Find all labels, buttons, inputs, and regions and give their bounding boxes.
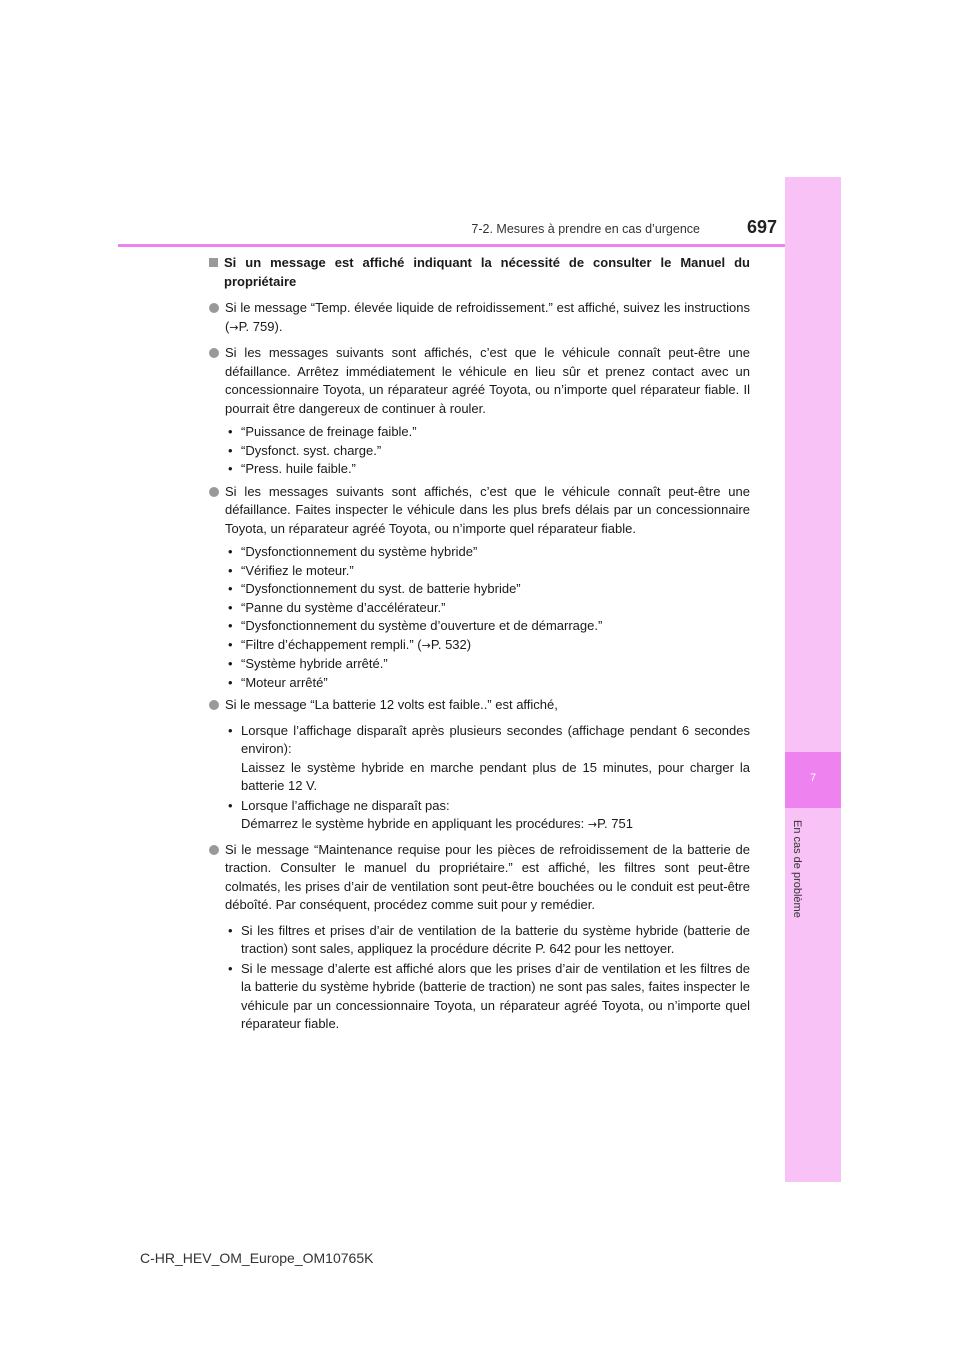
list-item: • “Press. huile faible.” bbox=[226, 460, 750, 479]
message-list bbox=[209, 423, 750, 479]
list-item: • “Moteur arrêté” bbox=[226, 674, 750, 693]
list-item: Si les messages suivants sont affichés, c’est que le véhicule connaît peut-être une défaillance. Faites inspecter le véhicule dans les plus brefs délais par un concessionnaire Toyota, un réparateur agréé Toyota, ou n’importe quel réparateur fiable. bbox=[209, 483, 750, 539]
header-rule bbox=[118, 244, 785, 247]
list-item: • “Panne du système d’accélérateur.” bbox=[226, 599, 750, 618]
list-item: • “Vérifiez le moteur.” bbox=[226, 562, 750, 581]
section-title: 7-2. Mesures à prendre en cas d’urgence bbox=[471, 222, 700, 236]
circle-bullet-icon bbox=[209, 348, 219, 358]
list-item: Si les messages suivants sont affichés, c’est que le véhicule connaît peut-être une défaillance. Arrêtez immédiatement le véhicule en lieu sûr et prenez contact avec un concessionnaire Toyota, un réparateur agréé Toyota, ou n’importe quel réparateur fiable. Il pourrait être dangereux de continuer à rouler. bbox=[209, 344, 750, 418]
instruction-list bbox=[209, 722, 750, 835]
page-reference: P. 751 bbox=[597, 816, 633, 831]
arrow-right-icon: → bbox=[421, 638, 431, 652]
list-item: Si le message “La batterie 12 volts est faible..” est affiché, bbox=[209, 696, 750, 715]
chapter-title: En cas de problème bbox=[791, 820, 803, 918]
list-item: • “Dysfonct. syst. charge.” bbox=[226, 442, 750, 461]
page-content bbox=[209, 254, 750, 1040]
list-item: • “Dysfonctionnement du système hybride” bbox=[226, 543, 750, 562]
circle-bullet-icon bbox=[209, 700, 219, 710]
page-reference: P. 759 bbox=[238, 318, 275, 334]
list-item: • “Système hybride arrêté.” bbox=[226, 655, 750, 674]
page-reference: P. 532 bbox=[430, 636, 467, 652]
circle-bullet-icon bbox=[209, 303, 219, 313]
arrow-right-icon: → bbox=[587, 818, 598, 831]
list-item: • Lorsque l’affichage disparaît après plusieurs secondes (affichage pendant 6 secondes environ): Laissez le système hybride en marche pendant plus de 15 minutes, pour charger la batterie 12 V. bbox=[226, 722, 750, 796]
section-heading: Si un message est affiché indiquant la nécessité de consulter le Manuel du propriétaire bbox=[209, 254, 750, 291]
list-item: • “Puissance de freinage faible.” bbox=[226, 423, 750, 442]
arrow-right-icon: → bbox=[229, 320, 239, 334]
message-list bbox=[209, 543, 750, 692]
page-number: 697 bbox=[746, 217, 777, 237]
chapter-number: 7 bbox=[809, 772, 817, 784]
circle-bullet-icon bbox=[209, 845, 219, 855]
list-item: • Si les filtres et prises d’air de ventilation de la batterie du système hybride (batterie de traction) sont sales, appliquez la procédure décrite P. 642 pour les nettoyer. bbox=[226, 922, 750, 959]
list-item: Si le message “Maintenance requise pour les pièces de refroidissement de la batterie de traction. Consulter le manuel du propriétaire.” est affiché, les filtres sont peut-être colmatés, les prises d’air de ventilation sont peut-être bouchées ou le conduit est peut-être déboîté. Par conséquent, procédez comme suit pour y remédier. bbox=[209, 841, 750, 915]
square-bullet-icon bbox=[209, 258, 218, 267]
side-band bbox=[785, 177, 841, 1182]
circle-bullet-icon bbox=[209, 487, 219, 497]
list-item: • “Dysfonctionnement du système d’ouverture et de démarrage.” bbox=[226, 617, 750, 636]
list-item: • Lorsque l’affichage ne disparaît pas: Démarrez le système hybride en appliquant les procédures: →P. 751 bbox=[226, 797, 750, 835]
list-item: • “Filtre d’échappement rempli.” (→P. 532) bbox=[226, 636, 750, 656]
instruction-list bbox=[209, 922, 750, 1034]
list-item: • Si le message d’alerte est affiché alors que les prises d’air de ventilation et les filtres de la batterie du système hybride (batterie de traction) ne sont pas sales, faites inspecter le véhicule par un concessionnaire Toyota, un réparateur agréé Toyota, ou n’importe quel réparateur fiable. bbox=[226, 960, 750, 1034]
list-item: • “Dysfonctionnement du syst. de batterie hybride” bbox=[226, 580, 750, 599]
list-item: Si le message “Temp. élevée liquide de refroidissement.” est affiché, suivez les instructions (→P. 759). bbox=[209, 299, 750, 337]
document-id: C-HR_HEV_OM_Europe_OM10765K bbox=[140, 1250, 374, 1266]
